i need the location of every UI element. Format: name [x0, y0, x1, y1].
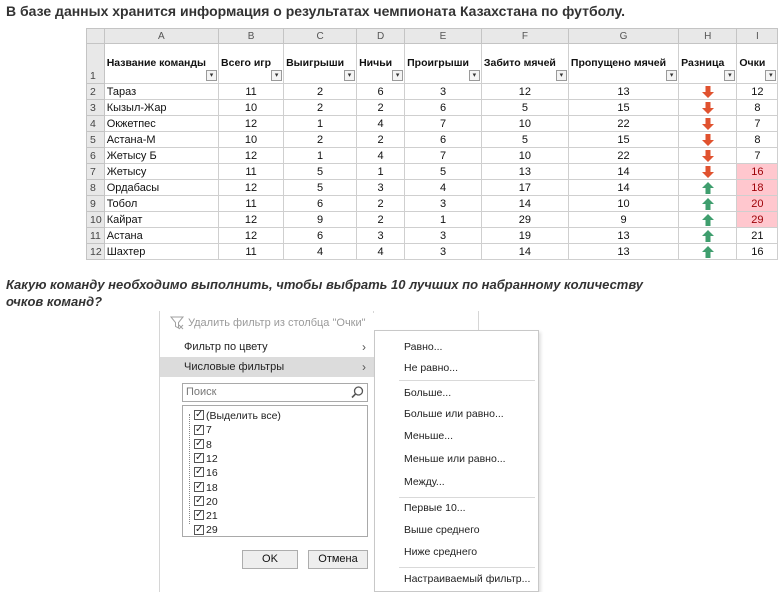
team-name-cell[interactable]: Кайрат: [104, 212, 218, 228]
team-name-cell[interactable]: Жетысу: [104, 164, 218, 180]
losses-cell[interactable]: 3: [405, 228, 482, 244]
team-name-cell[interactable]: Жетысу Б: [104, 148, 218, 164]
games-cell[interactable]: 10: [219, 100, 284, 116]
row-number[interactable]: 9: [87, 196, 105, 212]
row-number[interactable]: 7: [87, 164, 105, 180]
table-row: [87, 100, 778, 116]
draws-cell[interactable]: 2: [357, 212, 405, 228]
table-row: [87, 244, 778, 260]
scored-cell[interactable]: 29: [481, 212, 568, 228]
arrow-down-icon: [702, 166, 714, 178]
column-letter-g[interactable]: G: [568, 29, 678, 44]
scored-cell[interactable]: 14: [481, 244, 568, 260]
clear-filter-label: Удалить фильтр из столбца "Очки": [188, 317, 366, 329]
conceded-cell[interactable]: 15: [568, 132, 678, 148]
header-cell: [679, 44, 737, 84]
number-filter-menu-item[interactable]: Не равно...: [404, 362, 458, 374]
header-cell: [737, 44, 778, 84]
draws-cell[interactable]: 4: [357, 116, 405, 132]
header-label: Разница: [681, 57, 725, 69]
team-name-cell[interactable]: Окжетпес: [104, 116, 218, 132]
row-number[interactable]: 6: [87, 148, 105, 164]
row-number[interactable]: 4: [87, 116, 105, 132]
points-cell[interactable]: 16: [737, 244, 778, 260]
filter-dropdown-button[interactable]: ▾: [666, 70, 677, 81]
header-row: [87, 44, 778, 84]
filter-dropdown-button[interactable]: ▾: [765, 70, 776, 81]
filter-dropdown-button[interactable]: ▾: [556, 70, 567, 81]
table-row: [87, 148, 778, 164]
losses-cell[interactable]: 7: [405, 116, 482, 132]
draws-cell[interactable]: 4: [357, 148, 405, 164]
values-list[interactable]: [182, 405, 368, 537]
search-icon: [350, 385, 365, 400]
wins-cell[interactable]: 2: [284, 84, 357, 100]
points-cell[interactable]: 8: [737, 100, 778, 116]
row-number[interactable]: 2: [87, 84, 105, 100]
menu-separator: [399, 567, 535, 568]
losses-cell[interactable]: 7: [405, 148, 482, 164]
conceded-cell[interactable]: 13: [568, 244, 678, 260]
number-filters-label: Числовые фильтры: [184, 361, 285, 373]
scored-cell[interactable]: 13: [481, 164, 568, 180]
difference-cell[interactable]: [679, 228, 737, 244]
header-label: Забито мячей: [483, 57, 556, 69]
column-letter-d[interactable]: D: [357, 29, 405, 44]
clear-filter-item[interactable]: [160, 313, 374, 333]
team-name-cell[interactable]: Кызыл-Жар: [104, 100, 218, 116]
draws-cell[interactable]: 4: [357, 244, 405, 260]
filter-value-label: 8: [206, 438, 212, 451]
losses-cell[interactable]: 6: [405, 132, 482, 148]
number-filter-menu-item[interactable]: Настраиваемый фильтр...: [404, 573, 531, 585]
conceded-cell[interactable]: 15: [568, 100, 678, 116]
losses-cell[interactable]: 1: [405, 212, 482, 228]
wins-cell[interactable]: 4: [284, 244, 357, 260]
scored-cell[interactable]: 14: [481, 196, 568, 212]
difference-cell[interactable]: [679, 116, 737, 132]
table-row: [87, 84, 778, 100]
conceded-cell[interactable]: 13: [568, 84, 678, 100]
ok-button[interactable]: OK: [242, 550, 298, 569]
draws-cell[interactable]: 3: [357, 228, 405, 244]
checkbox[interactable]: [194, 453, 204, 463]
scored-cell[interactable]: 10: [481, 116, 568, 132]
conceded-cell[interactable]: 10: [568, 196, 678, 212]
scored-cell[interactable]: 17: [481, 180, 568, 196]
wins-cell[interactable]: 2: [284, 132, 357, 148]
number-filter-menu-item[interactable]: Равно...: [404, 341, 443, 353]
filter-value-item[interactable]: [194, 523, 218, 537]
header-label: Очки: [739, 57, 766, 69]
column-letter-e[interactable]: E: [405, 29, 482, 44]
difference-cell[interactable]: [679, 180, 737, 196]
filter-value-label: 20: [206, 495, 218, 508]
table-row: [87, 116, 778, 132]
filter-value-item[interactable]: [194, 509, 218, 523]
wins-cell[interactable]: 6: [284, 228, 357, 244]
number-filter-menu-item[interactable]: Выше среднего: [404, 524, 480, 536]
number-filters-item[interactable]: [160, 357, 374, 377]
points-cell[interactable]: 12: [737, 84, 778, 100]
team-name-cell[interactable]: Тобол: [104, 196, 218, 212]
number-filter-menu-item[interactable]: Ниже среднего: [404, 546, 478, 558]
wins-cell[interactable]: 1: [284, 148, 357, 164]
games-cell[interactable]: 12: [219, 116, 284, 132]
number-filter-menu-item[interactable]: Между...: [404, 476, 445, 488]
points-cell[interactable]: 8: [737, 132, 778, 148]
search-input[interactable]: [182, 383, 368, 402]
difference-cell[interactable]: [679, 212, 737, 228]
column-letter-h[interactable]: H: [679, 29, 737, 44]
checkbox[interactable]: [194, 467, 204, 477]
select-all-corner[interactable]: [87, 29, 105, 44]
arrow-down-icon: [702, 102, 714, 114]
games-cell[interactable]: 11: [219, 164, 284, 180]
conceded-cell[interactable]: 22: [568, 148, 678, 164]
team-name-cell[interactable]: Астана-М: [104, 132, 218, 148]
scored-cell[interactable]: 5: [481, 132, 568, 148]
arrow-down-icon: [702, 134, 714, 146]
filter-value-item[interactable]: [194, 495, 218, 509]
filter-value-item[interactable]: [194, 481, 218, 495]
difference-cell[interactable]: [679, 164, 737, 180]
points-cell[interactable]: 7: [737, 148, 778, 164]
column-letter-i[interactable]: I: [737, 29, 778, 44]
header-label: Пропущено мячей: [570, 57, 667, 69]
wins-cell[interactable]: 5: [284, 164, 357, 180]
checkbox[interactable]: [194, 482, 204, 492]
number-filter-menu-item[interactable]: Больше или равно...: [404, 408, 504, 420]
scored-cell[interactable]: 12: [481, 84, 568, 100]
games-cell[interactable]: 12: [219, 148, 284, 164]
filter-value-item[interactable]: [194, 452, 218, 466]
arrow-down-icon: [702, 118, 714, 130]
spreadsheet-table: [86, 28, 778, 260]
points-cell[interactable]: 29: [737, 212, 778, 228]
conceded-cell[interactable]: 22: [568, 116, 678, 132]
column-letter-f[interactable]: F: [481, 29, 568, 44]
column-letter-b[interactable]: B: [219, 29, 284, 44]
question-intro: В базе данных хранится информация о результатах чемпионата Казахстана по футболу.: [6, 3, 625, 19]
games-cell[interactable]: 11: [219, 84, 284, 100]
difference-cell[interactable]: [679, 100, 737, 116]
losses-cell[interactable]: 5: [405, 164, 482, 180]
table-row: [87, 212, 778, 228]
draws-cell[interactable]: 6: [357, 84, 405, 100]
header-label: Выигрыши: [286, 57, 345, 69]
games-cell[interactable]: 12: [219, 228, 284, 244]
table-row: [87, 164, 778, 180]
arrow-up-icon: [702, 214, 714, 226]
losses-cell[interactable]: 6: [405, 100, 482, 116]
cancel-button[interactable]: Отмена: [308, 550, 368, 569]
chevron-right-icon: ›: [362, 340, 366, 354]
search-placeholder: Поиск: [186, 386, 217, 398]
column-letter-c[interactable]: C: [284, 29, 357, 44]
header-cell: [481, 44, 568, 84]
filter-by-color-item[interactable]: [160, 337, 374, 357]
losses-cell[interactable]: 3: [405, 196, 482, 212]
points-cell[interactable]: 20: [737, 196, 778, 212]
chevron-right-icon: ›: [362, 360, 366, 374]
menu-separator: [399, 380, 535, 381]
filter-dropdown-button[interactable]: ▾: [206, 70, 217, 81]
draws-cell[interactable]: 3: [357, 180, 405, 196]
number-filter-menu-item[interactable]: Первые 10...: [404, 502, 466, 514]
filter-value-item[interactable]: [194, 466, 218, 480]
filter-value-label: 16: [206, 467, 218, 480]
wins-cell[interactable]: 6: [284, 196, 357, 212]
filter-value-item[interactable]: [194, 438, 212, 452]
table-row: [87, 196, 778, 212]
wins-cell[interactable]: 5: [284, 180, 357, 196]
difference-cell[interactable]: [679, 244, 737, 260]
filter-value-label: 29: [206, 524, 218, 537]
conceded-cell[interactable]: 14: [568, 164, 678, 180]
draws-cell[interactable]: 2: [357, 196, 405, 212]
difference-cell[interactable]: [679, 148, 737, 164]
filter-dropdown-button[interactable]: ▾: [344, 70, 355, 81]
filter-value-label: 12: [206, 452, 218, 465]
team-name-cell[interactable]: Ордабасы: [104, 180, 218, 196]
filter-value-label: (Выделить все): [206, 410, 281, 422]
checkbox[interactable]: [194, 510, 204, 520]
checkbox[interactable]: [194, 525, 204, 535]
games-cell[interactable]: 12: [219, 180, 284, 196]
games-cell[interactable]: 11: [219, 244, 284, 260]
scored-cell[interactable]: 19: [481, 228, 568, 244]
funnel-clear-icon: [170, 316, 184, 330]
row-number[interactable]: 10: [87, 212, 105, 228]
filter-dropdown-button[interactable]: ▾: [392, 70, 403, 81]
games-cell[interactable]: 12: [219, 212, 284, 228]
table-row: [87, 132, 778, 148]
difference-cell[interactable]: [679, 132, 737, 148]
header-label: Проигрыши: [407, 57, 469, 69]
row-number[interactable]: 11: [87, 228, 105, 244]
losses-cell[interactable]: 3: [405, 244, 482, 260]
team-name-cell[interactable]: Шахтер: [104, 244, 218, 260]
losses-cell[interactable]: 3: [405, 84, 482, 100]
arrow-up-icon: [702, 246, 714, 258]
draws-cell[interactable]: 2: [357, 100, 405, 116]
conceded-cell[interactable]: 14: [568, 180, 678, 196]
filter-value-item[interactable]: [194, 423, 212, 437]
menu-separator: [399, 497, 535, 498]
header-cell: [568, 44, 678, 84]
conceded-cell[interactable]: 9: [568, 212, 678, 228]
points-cell[interactable]: 7: [737, 116, 778, 132]
table-row: [87, 180, 778, 196]
wins-cell[interactable]: 1: [284, 116, 357, 132]
filter-value-label: 18: [206, 481, 218, 494]
row-number[interactable]: 3: [87, 100, 105, 116]
wins-cell[interactable]: 9: [284, 212, 357, 228]
filter-value-item[interactable]: [194, 409, 281, 423]
header-cell: [104, 44, 218, 84]
arrow-up-icon: [702, 230, 714, 242]
header-cell: [357, 44, 405, 84]
scored-cell[interactable]: 10: [481, 148, 568, 164]
checkbox[interactable]: [194, 425, 204, 435]
draws-cell[interactable]: 2: [357, 132, 405, 148]
arrow-down-icon: [702, 86, 714, 98]
filter-dropdown-button[interactable]: ▾: [271, 70, 282, 81]
header-label: Название команды: [106, 57, 207, 69]
checkbox[interactable]: [194, 410, 204, 420]
row-number[interactable]: 5: [87, 132, 105, 148]
games-cell[interactable]: 10: [219, 132, 284, 148]
header-cell: [405, 44, 482, 84]
checkbox[interactable]: [194, 496, 204, 506]
difference-cell[interactable]: [679, 84, 737, 100]
row-number[interactable]: 1: [87, 44, 105, 84]
table-row: [87, 228, 778, 244]
losses-cell[interactable]: 4: [405, 180, 482, 196]
autofilter-panel: [160, 313, 374, 578]
games-cell[interactable]: 11: [219, 196, 284, 212]
number-filter-menu-item[interactable]: Больше...: [404, 387, 452, 399]
question-prompt: Какую команду необходимо выполнить, чтобы выбрать 10 лучших по набранному количеству очков команд?: [6, 277, 643, 309]
filter-by-color-label: Фильтр по цвету: [184, 341, 268, 353]
filter-dropdown-button[interactable]: ▾: [724, 70, 735, 81]
column-letters-row: [87, 29, 778, 44]
row-number[interactable]: 12: [87, 244, 105, 260]
checkbox[interactable]: [194, 439, 204, 449]
filter-dropdown-button[interactable]: ▾: [469, 70, 480, 81]
points-cell[interactable]: 18: [737, 180, 778, 196]
header-cell: [284, 44, 357, 84]
header-cell: [219, 44, 284, 84]
row-number[interactable]: 8: [87, 180, 105, 196]
number-filters-submenu: [374, 330, 539, 592]
points-cell[interactable]: 16: [737, 164, 778, 180]
draws-cell[interactable]: 1: [357, 164, 405, 180]
number-filter-menu-item[interactable]: Меньше...: [404, 430, 453, 442]
arrow-up-icon: [702, 182, 714, 194]
header-label: Ничьи: [359, 57, 393, 69]
header-label: Всего игр: [221, 57, 272, 69]
points-cell[interactable]: 21: [737, 228, 778, 244]
team-name-cell[interactable]: Астана: [104, 228, 218, 244]
arrow-up-icon: [702, 198, 714, 210]
wins-cell[interactable]: 2: [284, 100, 357, 116]
team-name-cell[interactable]: Тараз: [104, 84, 218, 100]
number-filter-menu-item[interactable]: Меньше или равно...: [404, 453, 506, 465]
tree-line: [189, 414, 190, 524]
difference-cell[interactable]: [679, 196, 737, 212]
conceded-cell[interactable]: 13: [568, 228, 678, 244]
filter-value-label: 21: [206, 510, 218, 523]
arrow-down-icon: [702, 150, 714, 162]
filter-value-label: 7: [206, 424, 212, 437]
scored-cell[interactable]: 5: [481, 100, 568, 116]
column-letter-a[interactable]: A: [104, 29, 218, 44]
